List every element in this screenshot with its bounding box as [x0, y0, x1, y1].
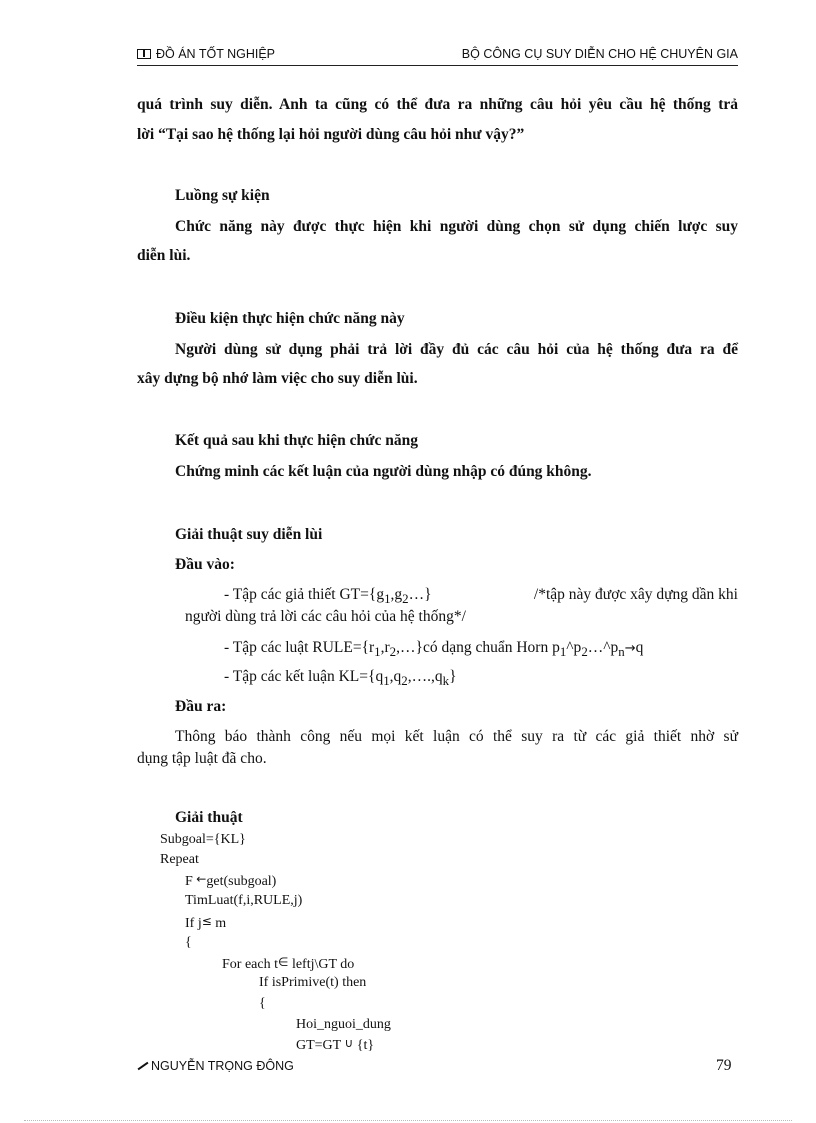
heading-luong-su-kien: Luồng sự kiện: [175, 187, 270, 204]
heading-dau-ra: Đầu ra:: [175, 698, 227, 715]
code-line-3: F ←get(subgoal): [185, 872, 277, 889]
paragraph-3-line-1: Người dùng sử dụng phải trả lời đầy đủ các câu hỏi của hệ thống đưa ra để: [175, 341, 738, 358]
header-right: BỘ CÔNG CỤ SUY DIỄN CHO HỆ CHUYÊN GIA: [461, 47, 738, 61]
left-arrow-icon: ←: [196, 872, 207, 886]
header-left: ĐỒ ÁN TỐT NGHIỆP: [137, 47, 275, 61]
paragraph-1-line-2: lời “Tại sao hệ thống lại hỏi người dùng câu hỏi như vậy?”: [137, 126, 525, 143]
paragraph-1-line-1: quá trình suy diễn. Anh ta cũng có thể đưa ra những câu hỏi yêu cầu hệ thống trả: [137, 96, 738, 113]
code-line-4: TimLuat(f,i,RULE,j): [185, 893, 303, 908]
code-line-10: Hoi_nguoi_dung: [296, 1017, 391, 1032]
right-arrow-icon: →: [624, 641, 636, 656]
paragraph-4-line-1: Chứng minh các kết luận của người dùng nhập có đúng không.: [175, 463, 592, 480]
input-3: - Tập các kết luận $KL=\{q_1,q_2,\dots.,q_k\}$: [224, 668, 457, 689]
page-header: [137, 47, 738, 66]
code-line-7: For each t∈ leftj\GT do: [222, 955, 355, 972]
heading-giai-thuat: Giải thuật: [175, 809, 243, 826]
page-number: 79: [716, 1057, 732, 1074]
paragraph-2-line-1: Chức năng này được thực hiện khi người dùng chọn sử dụng chiến lược suy: [175, 218, 738, 235]
page-bottom-divider: [24, 1120, 792, 1121]
output-line-2: dụng tập luật đã cho.: [137, 750, 267, 767]
heading-dau-vao: Đầu vào:: [175, 556, 235, 573]
heading-giai-thuat-suy-dien-lui: Giải thuật suy diễn lùi: [175, 526, 323, 543]
code-line-11: GT=GT ∪ {t}: [296, 1036, 375, 1053]
input-1-line-1: - Tập các giả thiết $GT=\{g_1,g_2\dots\}$ /*tập này được xây dựng dần khi: [224, 586, 738, 607]
code-line-2: Repeat: [160, 852, 199, 867]
heading-ket-qua: Kết quả sau khi thực hiện chức năng: [175, 432, 418, 449]
output-line-1: Thông báo thành công nếu mọi kết luận có thể suy ra từ các giả thiết nhờ sử: [175, 728, 738, 745]
code-line-1: Subgoal={KL}: [160, 832, 246, 847]
code-line-5: If j≤ m: [185, 914, 227, 931]
heading-dieu-kien: Điều kiện thực hiện chức năng này: [175, 310, 405, 327]
pen-icon: [137, 1062, 148, 1070]
book-icon: [137, 49, 151, 59]
paragraph-3-line-2: xây dựng bộ nhớ làm việc cho suy diễn lùi.: [137, 370, 418, 387]
less-equal-icon: ≤: [201, 914, 212, 928]
code-line-8: If isPrimive(t) then: [259, 975, 367, 990]
element-of-icon: ∈: [277, 955, 289, 969]
input-1-line-2: người dùng trả lời các câu hỏi của hệ thống*/: [185, 608, 466, 625]
page-footer-author: NGUYỄN TRỌNG ĐÔNG: [137, 1059, 294, 1073]
code-line-9: {: [259, 996, 266, 1011]
input-2: - Tập các luật $RULE=\{r_1,r_2,\dots\}có$ dạng chuẩn Horn $p_1\^{}p_2\dots\^{}p_n\to q$: [224, 639, 644, 660]
paragraph-2-line-2: diễn lùi.: [137, 247, 191, 264]
code-line-6: {: [185, 935, 192, 950]
union-icon: ∪: [344, 1036, 354, 1050]
